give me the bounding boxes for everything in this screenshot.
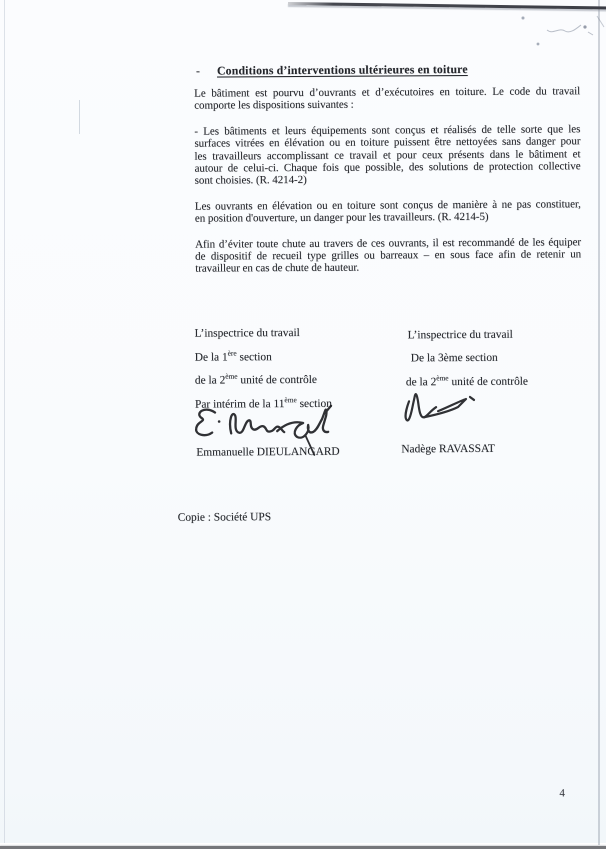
paragraph-line: en position d'ouverture, un danger pour les travailleurs. (R. 4214-5) <box>194 210 489 225</box>
scan-edge-bottom <box>0 846 606 849</box>
heading-dash: - <box>195 63 200 78</box>
signer-interim: Par intérim de la 11ème section <box>194 395 332 411</box>
paragraph-line: de dispositif de recueil type grilles ou barreaux – en sous face afin de retenir un <box>195 248 582 263</box>
paragraph-intro <box>194 85 580 112</box>
page-number: 4 <box>559 787 565 800</box>
section-heading <box>194 61 580 78</box>
signer-role: L’inspectrice du travail <box>407 328 513 342</box>
paragraph-line: surfaces vitrées en élévation ou en toiture puissent être nettoyées sans danger pour <box>194 135 581 150</box>
paragraph-line: les travailleurs accomplissant ce travail et pour ceux présents dans le bâtiment et <box>194 147 581 163</box>
signature-block-left <box>193 325 404 476</box>
paragraph-r4214-5 <box>195 198 581 225</box>
signer-section: De la 3ème section <box>410 351 498 365</box>
handwritten-signature-right-icon <box>402 388 480 430</box>
paragraph-line: Le bâtiment est pourvu d’ouvrants et d’exécutoires en toiture. Le code du travail <box>194 85 581 100</box>
document-content <box>194 61 581 288</box>
paragraph-r4214-2 <box>194 123 580 187</box>
signature-block-right <box>400 327 591 478</box>
paragraph-line: comporte les dispositions suivantes : <box>194 99 354 113</box>
signer-role: L’inspectrice du travail <box>194 327 300 340</box>
heading-title: Conditions d’interventions ultérieures en toiture <box>216 61 468 78</box>
paragraph-line: autour de celui-ci. Chaque fois que possible, des solutions de protection collective <box>194 160 581 175</box>
signer-section: De la 1ère section <box>194 348 272 364</box>
signer-unit: de la 2ème unité de contrôle <box>405 373 529 389</box>
paragraph-recommendation <box>195 236 581 276</box>
paragraph-line: Afin d’éviter toute chute au travers de ces ouvrants, il est recommandé de les équiper <box>195 235 582 251</box>
paragraph-line: Les ouvrants en élévation ou en toiture sont conçus de manière à ne pas constituer, <box>194 198 581 213</box>
signer-name: Emmanuelle DIEULANGARD <box>196 445 340 459</box>
signer-unit: de la 2ème unité de contrôle <box>194 371 317 387</box>
copy-recipient-line: Copie : Société UPS <box>177 511 272 524</box>
paragraph-line: sont choisies. (R. 4214-2) <box>194 174 307 187</box>
paragraph-line: - Les bâtiments et leurs équipements sont conçus et réalisés de telle sorte que les <box>194 123 581 138</box>
paragraph-line: travailleur en cas de chute de hauteur. <box>195 261 360 275</box>
signer-name: Nadège RAVASSAT <box>401 442 495 456</box>
